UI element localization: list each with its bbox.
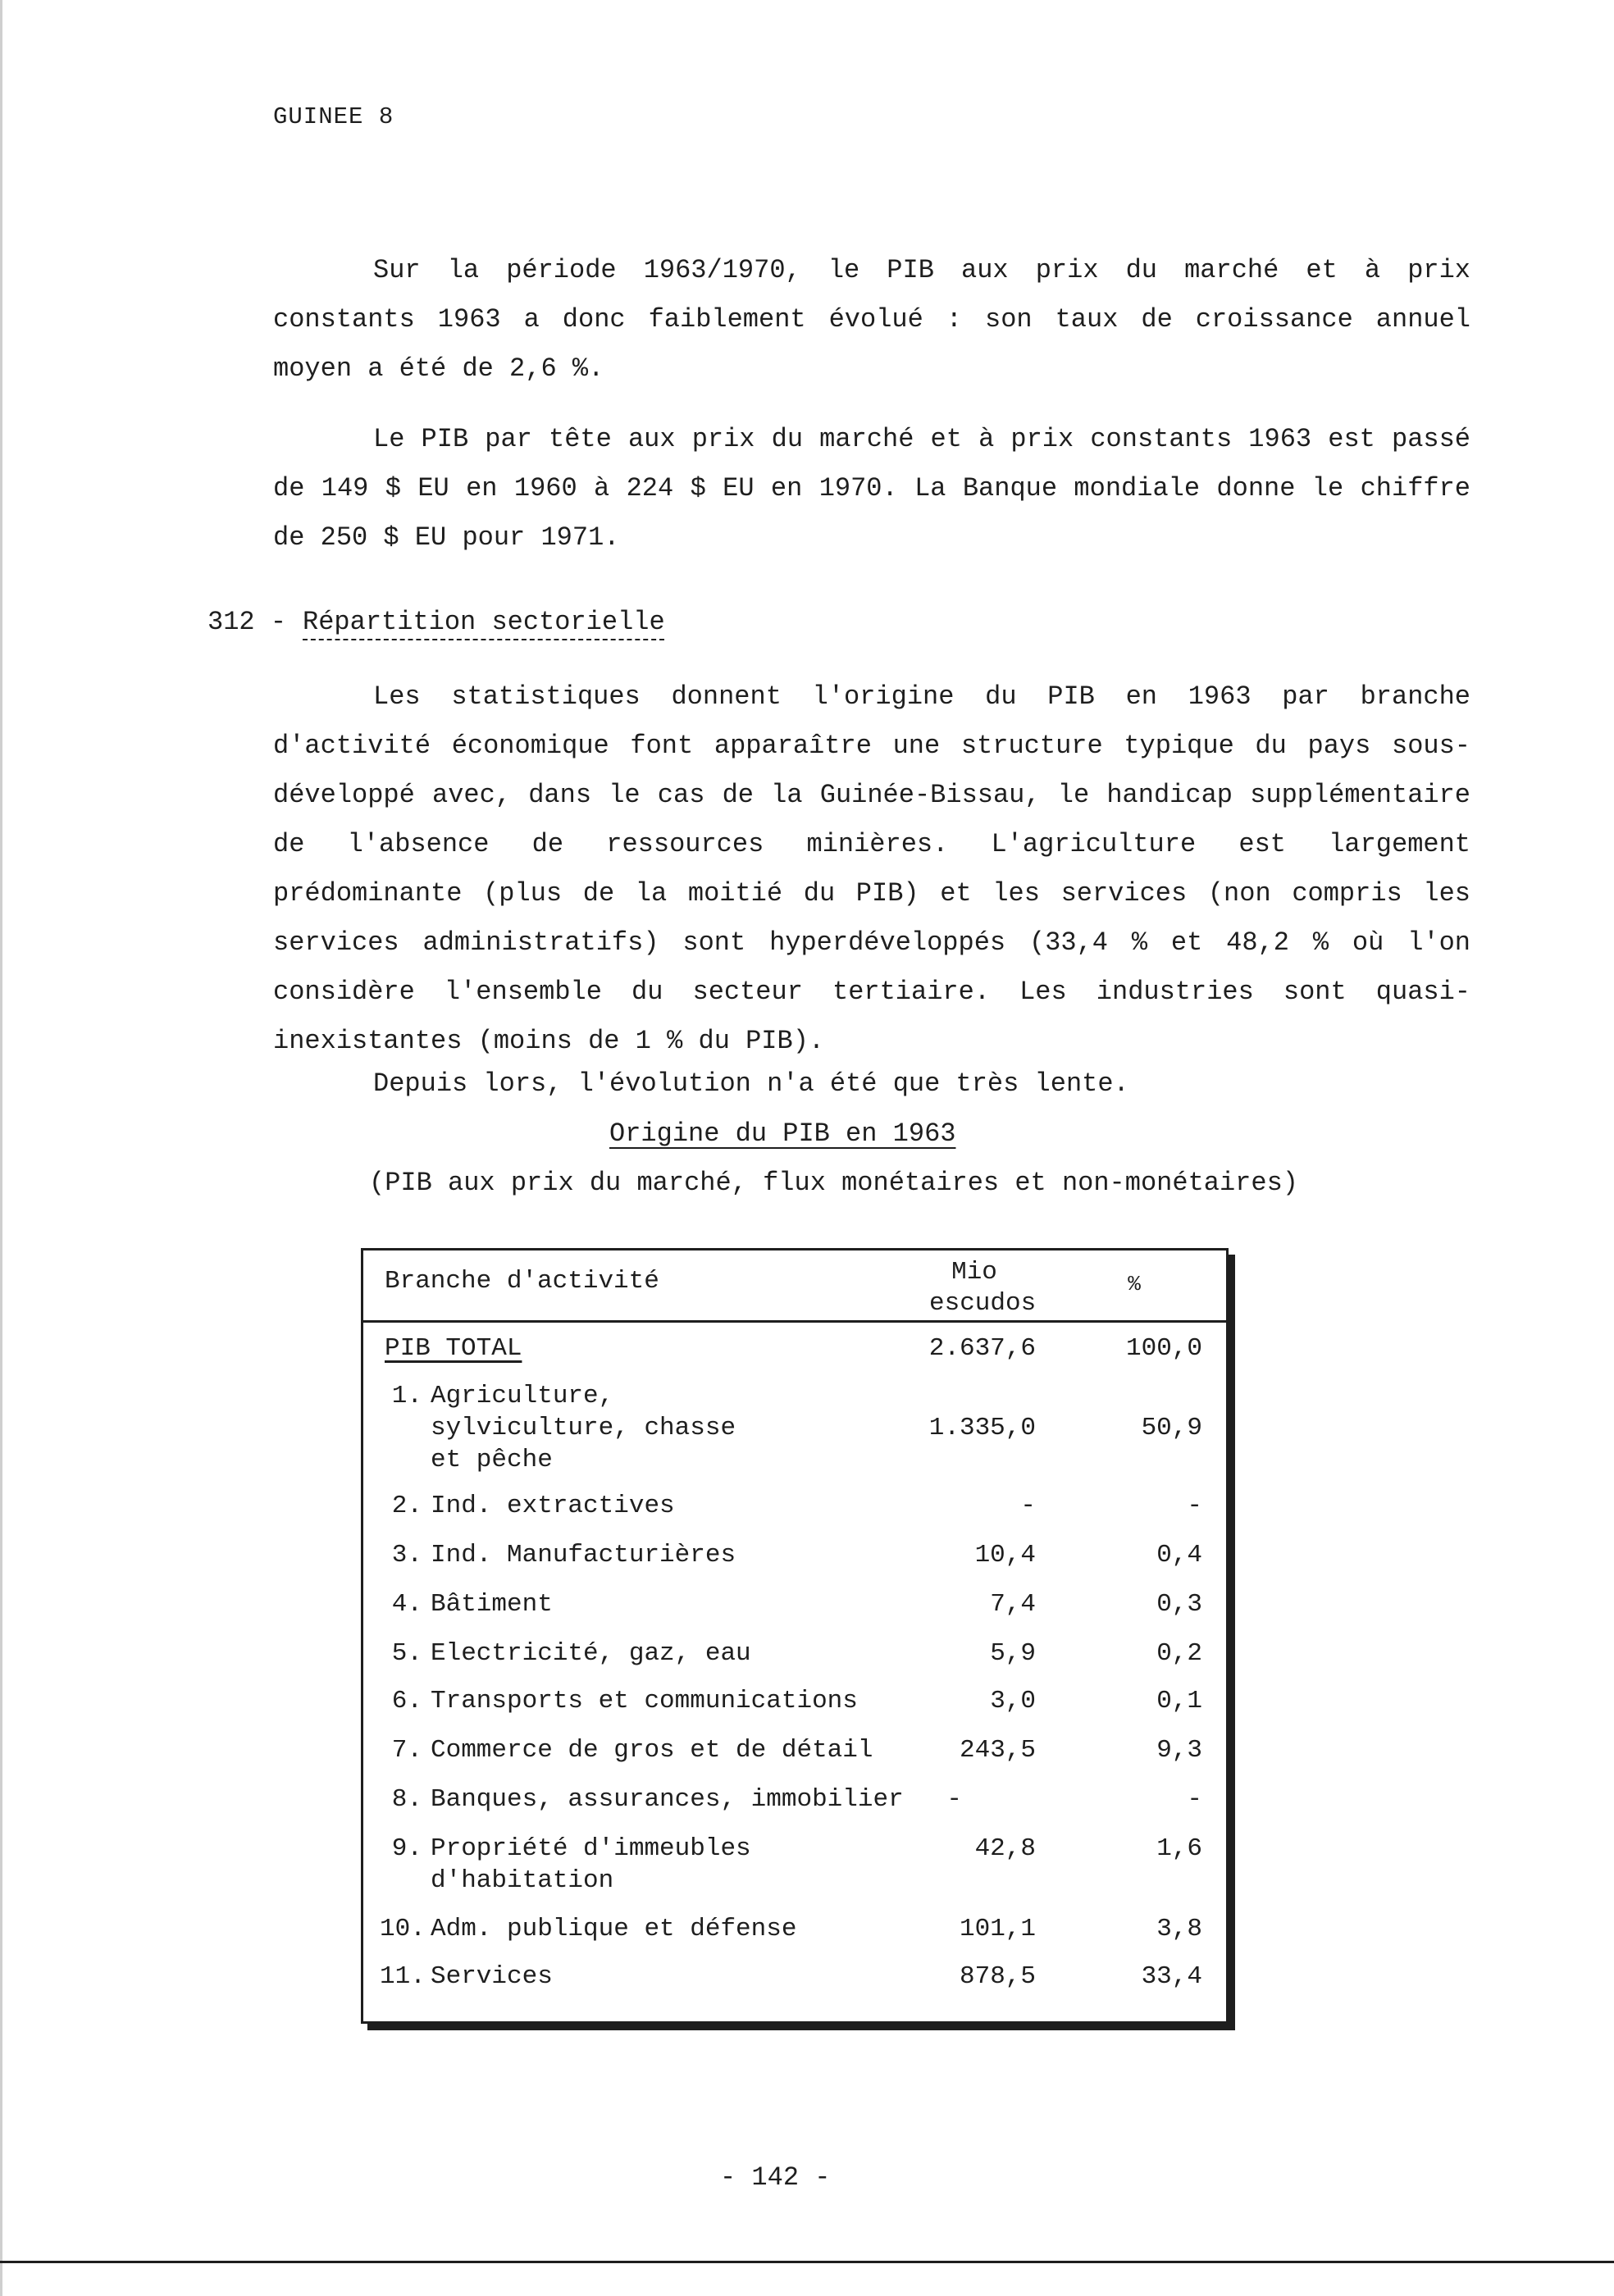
section-title: Répartition sectorielle [303, 607, 665, 637]
row-pct: - [1187, 1785, 1202, 1814]
row-label: Electricité, gaz, eau [431, 1639, 751, 1668]
paragraph-per-capita: Le PIB par tête aux prix du marché et à prix constants 1963 est passé de 149 $ EU en 1960 à 224 $ EU en 1970. La Banque mondiale donne le chiffre de 250 $ EU pour 1971. [273, 424, 1470, 553]
row-pct: 9,3 [1156, 1736, 1202, 1765]
header-percent: % [1128, 1272, 1141, 1296]
header-mio [929, 1257, 1037, 1319]
row-pct: 0,2 [1156, 1639, 1202, 1668]
row-mio: - [946, 1785, 962, 1814]
row-number: 4. [391, 1590, 422, 1619]
total-label: PIB TOTAL [385, 1334, 522, 1363]
header-mio-line1: Mio [951, 1258, 997, 1287]
page-number: - 142 - [720, 2162, 831, 2193]
row-label: Banques, assurances, immobilier [431, 1785, 904, 1814]
header-branch: Branche d'activité [385, 1267, 659, 1296]
paragraph-growth: Sur la période 1963/1970, le PIB aux prix du marché et à prix constants 1963 a donc faiblement évolué : son taux de croissance annuel moyen a été de 2,6 %. [273, 255, 1470, 384]
section-number: 312 - [207, 607, 287, 637]
paragraph-evolution: Depuis lors, l'évolution n'a été que très lente. [373, 1068, 1129, 1099]
row-mio: 3,0 [990, 1687, 1036, 1715]
row-pct: 33,4 [1141, 1962, 1202, 1991]
row-mio: 243,5 [959, 1736, 1036, 1765]
page-edge [0, 0, 2, 2296]
row-label: Bâtiment [431, 1590, 553, 1619]
paragraph-sectoral: Les statistiques donnent l'origine du PIB en 1963 par branche d'activité économique font apparaître une structure typique du pays sous-développé avec, dans le cas de la Guinée-Bissau, le handicap supplémentaire de l'absence de ressources minières. L'agriculture est largement prédominante (plus de la moitié du PIB) et les services (non compris les services administratifs) sont hyperdéveloppés (33,4 % et 48,2 % où l'on considère l'ensemble du secteur tertiaire. Les industries sont quasi-inexistantes (moins de 1 % du PIB). [273, 681, 1470, 1056]
row-mio: 1.335,0 [928, 1414, 1036, 1442]
row-label: Adm. publique et défense [431, 1915, 797, 1943]
row-label: Propriété d'immeubles d'habitation [431, 1834, 751, 1895]
row-label: Agriculture, sylviculture, chasse et pêche [431, 1382, 736, 1474]
row-number: 3. [391, 1541, 422, 1569]
table-subtitle: (PIB aux prix du marché, flux monétaires et non-monétaires) [369, 1168, 1298, 1198]
row-mio: 101,1 [959, 1915, 1036, 1943]
section-heading [207, 607, 665, 637]
bottom-rule [0, 2261, 1614, 2263]
table-header [363, 1250, 1226, 1323]
row-label: Transports et communications [431, 1687, 858, 1715]
row-mio: 42,8 [974, 1834, 1036, 1863]
total-mio: 2.637,6 [928, 1334, 1036, 1363]
row-number: 8. [391, 1785, 422, 1814]
row-number: 1. [391, 1382, 422, 1410]
header-mio-line2: escudos [929, 1289, 1037, 1318]
row-pct: 1,6 [1156, 1834, 1202, 1863]
row-number: 6. [391, 1687, 422, 1715]
row-mio: 10,4 [974, 1541, 1036, 1569]
row-number: 5. [391, 1639, 422, 1668]
row-number: 10. [380, 1915, 426, 1943]
row-label: Services [431, 1962, 553, 1991]
row-number: 11. [380, 1962, 426, 1991]
row-pct: 0,4 [1156, 1541, 1202, 1569]
row-number: 9. [391, 1834, 422, 1863]
row-pct: - [1187, 1492, 1202, 1520]
row-pct: 0,3 [1156, 1590, 1202, 1619]
row-mio: 878,5 [959, 1962, 1036, 1991]
total-pct: 100,0 [1125, 1334, 1202, 1363]
row-pct: 3,8 [1156, 1915, 1202, 1943]
row-number: 7. [391, 1736, 422, 1765]
row-label: Commerce de gros et de détail [431, 1736, 873, 1765]
row-label: Ind. extractives [431, 1492, 675, 1520]
gdp-origin-table [361, 1248, 1229, 2024]
row-number: 2. [391, 1492, 422, 1520]
running-header: GUINEE 8 [273, 103, 394, 130]
row-label: Ind. Manufacturières [431, 1541, 736, 1569]
row-mio: 7,4 [990, 1590, 1036, 1619]
table-title: Origine du PIB en 1963 [609, 1118, 956, 1149]
row-pct: 0,1 [1156, 1687, 1202, 1715]
row-mio: 5,9 [990, 1639, 1036, 1668]
row-mio: - [1020, 1492, 1036, 1520]
row-pct: 50,9 [1141, 1414, 1202, 1442]
